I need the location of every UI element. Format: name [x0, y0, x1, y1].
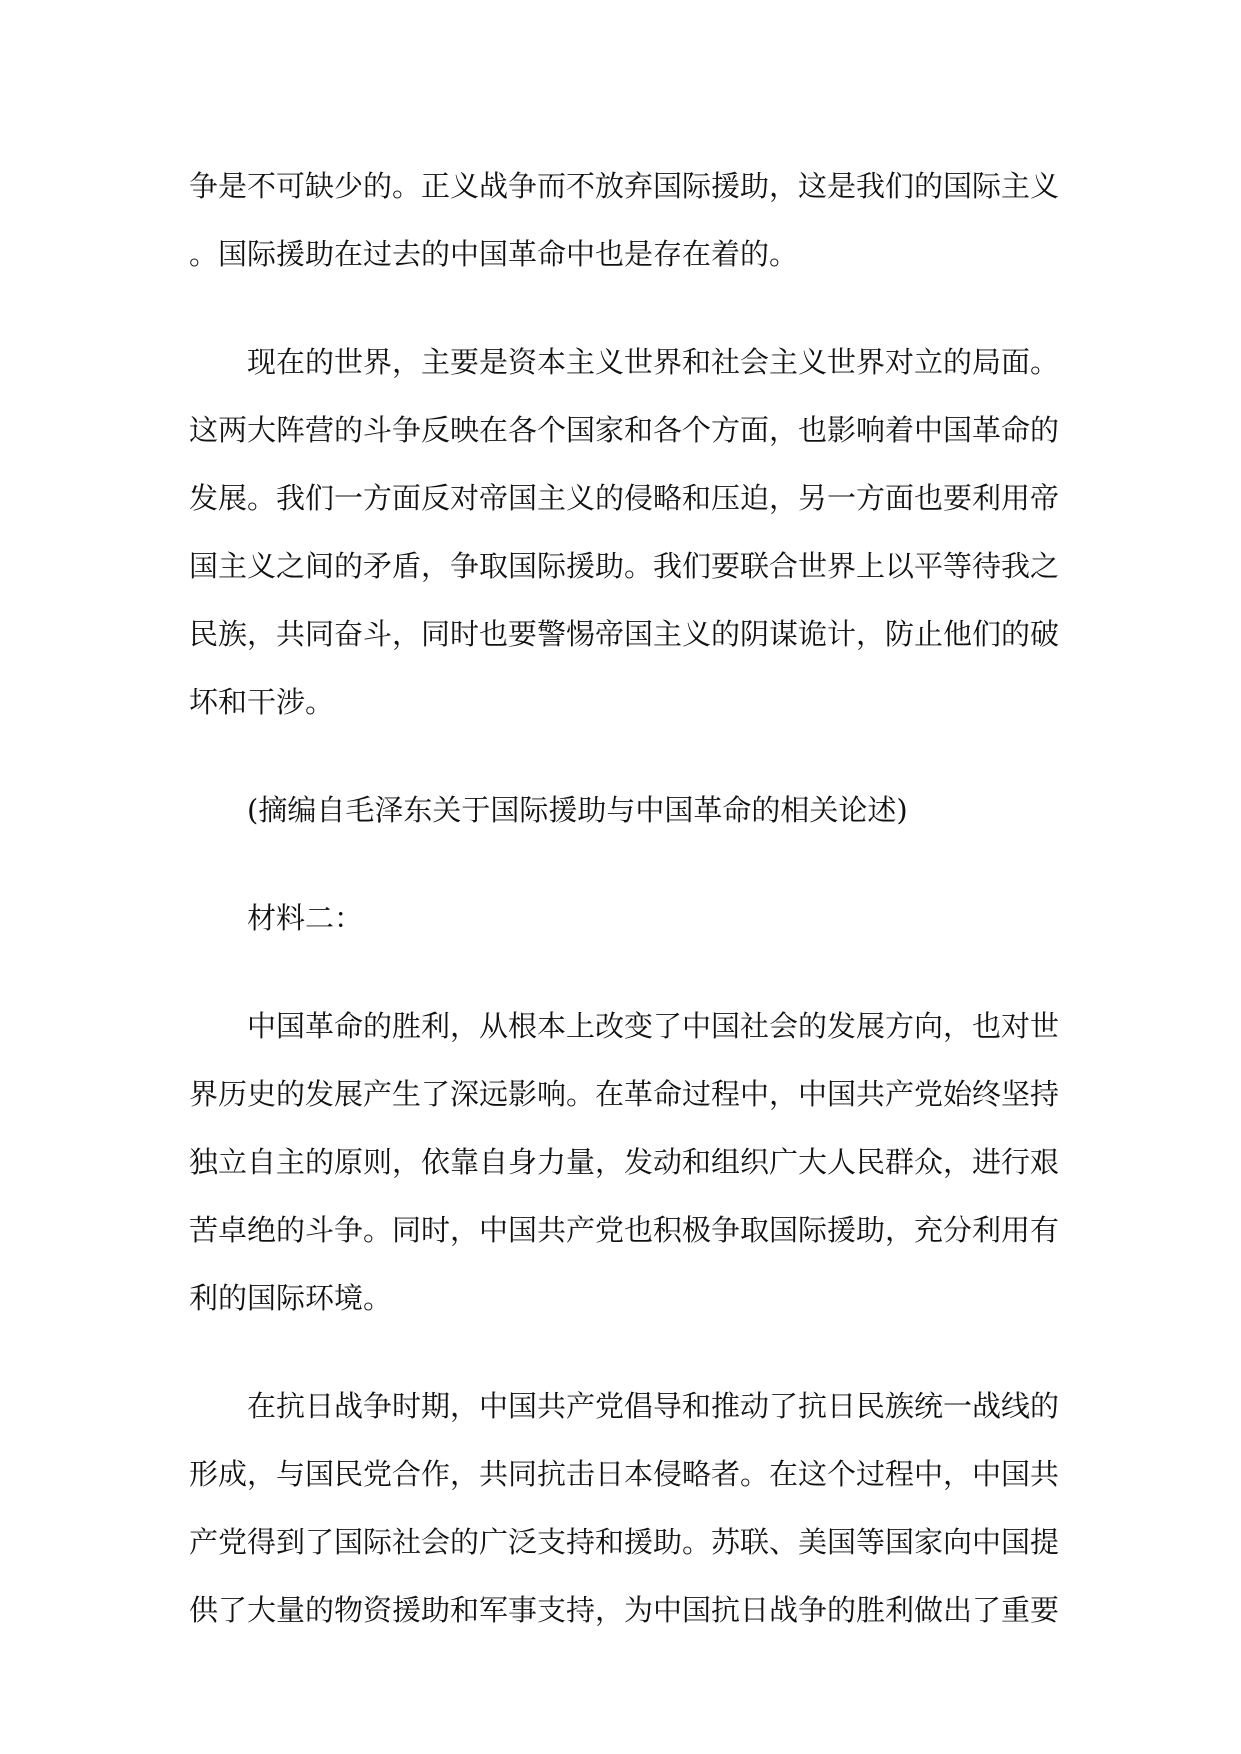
material-two-heading: 材料二： [247, 901, 364, 935]
paragraph-revolution-victory: 中国革命的胜利，从根本上改变了中国社会的发展方向，也对世界历史的发展产生了深远影响。在革命过程中，中国共产党始终坚持独立自主的原则，依靠自身力量，发动和组织广大人民群众，进行艰苦卓绝的斗争。同时，中国共产党也积极争取国际援助，充分利用有利的国际环境。 [189, 1009, 1060, 1315]
paragraph-anti-japanese-war: 在抗日战争时期，中国共产党倡导和推动了抗日民族统一战线的形成，与国民党合作，共同抗击日本侵略者。在这个过程中，中国共产党得到了国际社会的广泛支持和援助。苏联、美国等国家向中国提供了大量的物资援助和军事支持，为中国抗日战争的胜利做出了重要 [189, 1389, 1060, 1627]
document-body [189, 152, 1059, 1644]
paragraph-world-situation: 现在的世界，主要是资本主义世界和社会主义世界对立的局面。这两大阵营的斗争反映在各个国家和各个方面，也影响着中国革命的发展。我们一方面反对帝国主义的侵略和压迫，另一方面也要利用帝国主义之间的矛盾，争取国际援助。我们要联合世界上以平等待我之民族，共同奋斗，同时也要警惕帝国主义的阴谋诡计，防止他们的破坏和干涉。 [189, 345, 1060, 719]
paragraph-continuation: 争是不可缺少的。正义战争而不放弃国际援助，这是我们的国际主义。国际援助在过去的中国革命中也是存在着的。 [189, 169, 1060, 271]
source-citation: (摘编自毛泽东关于国际援助与中国革命的相关论述) [247, 793, 908, 827]
